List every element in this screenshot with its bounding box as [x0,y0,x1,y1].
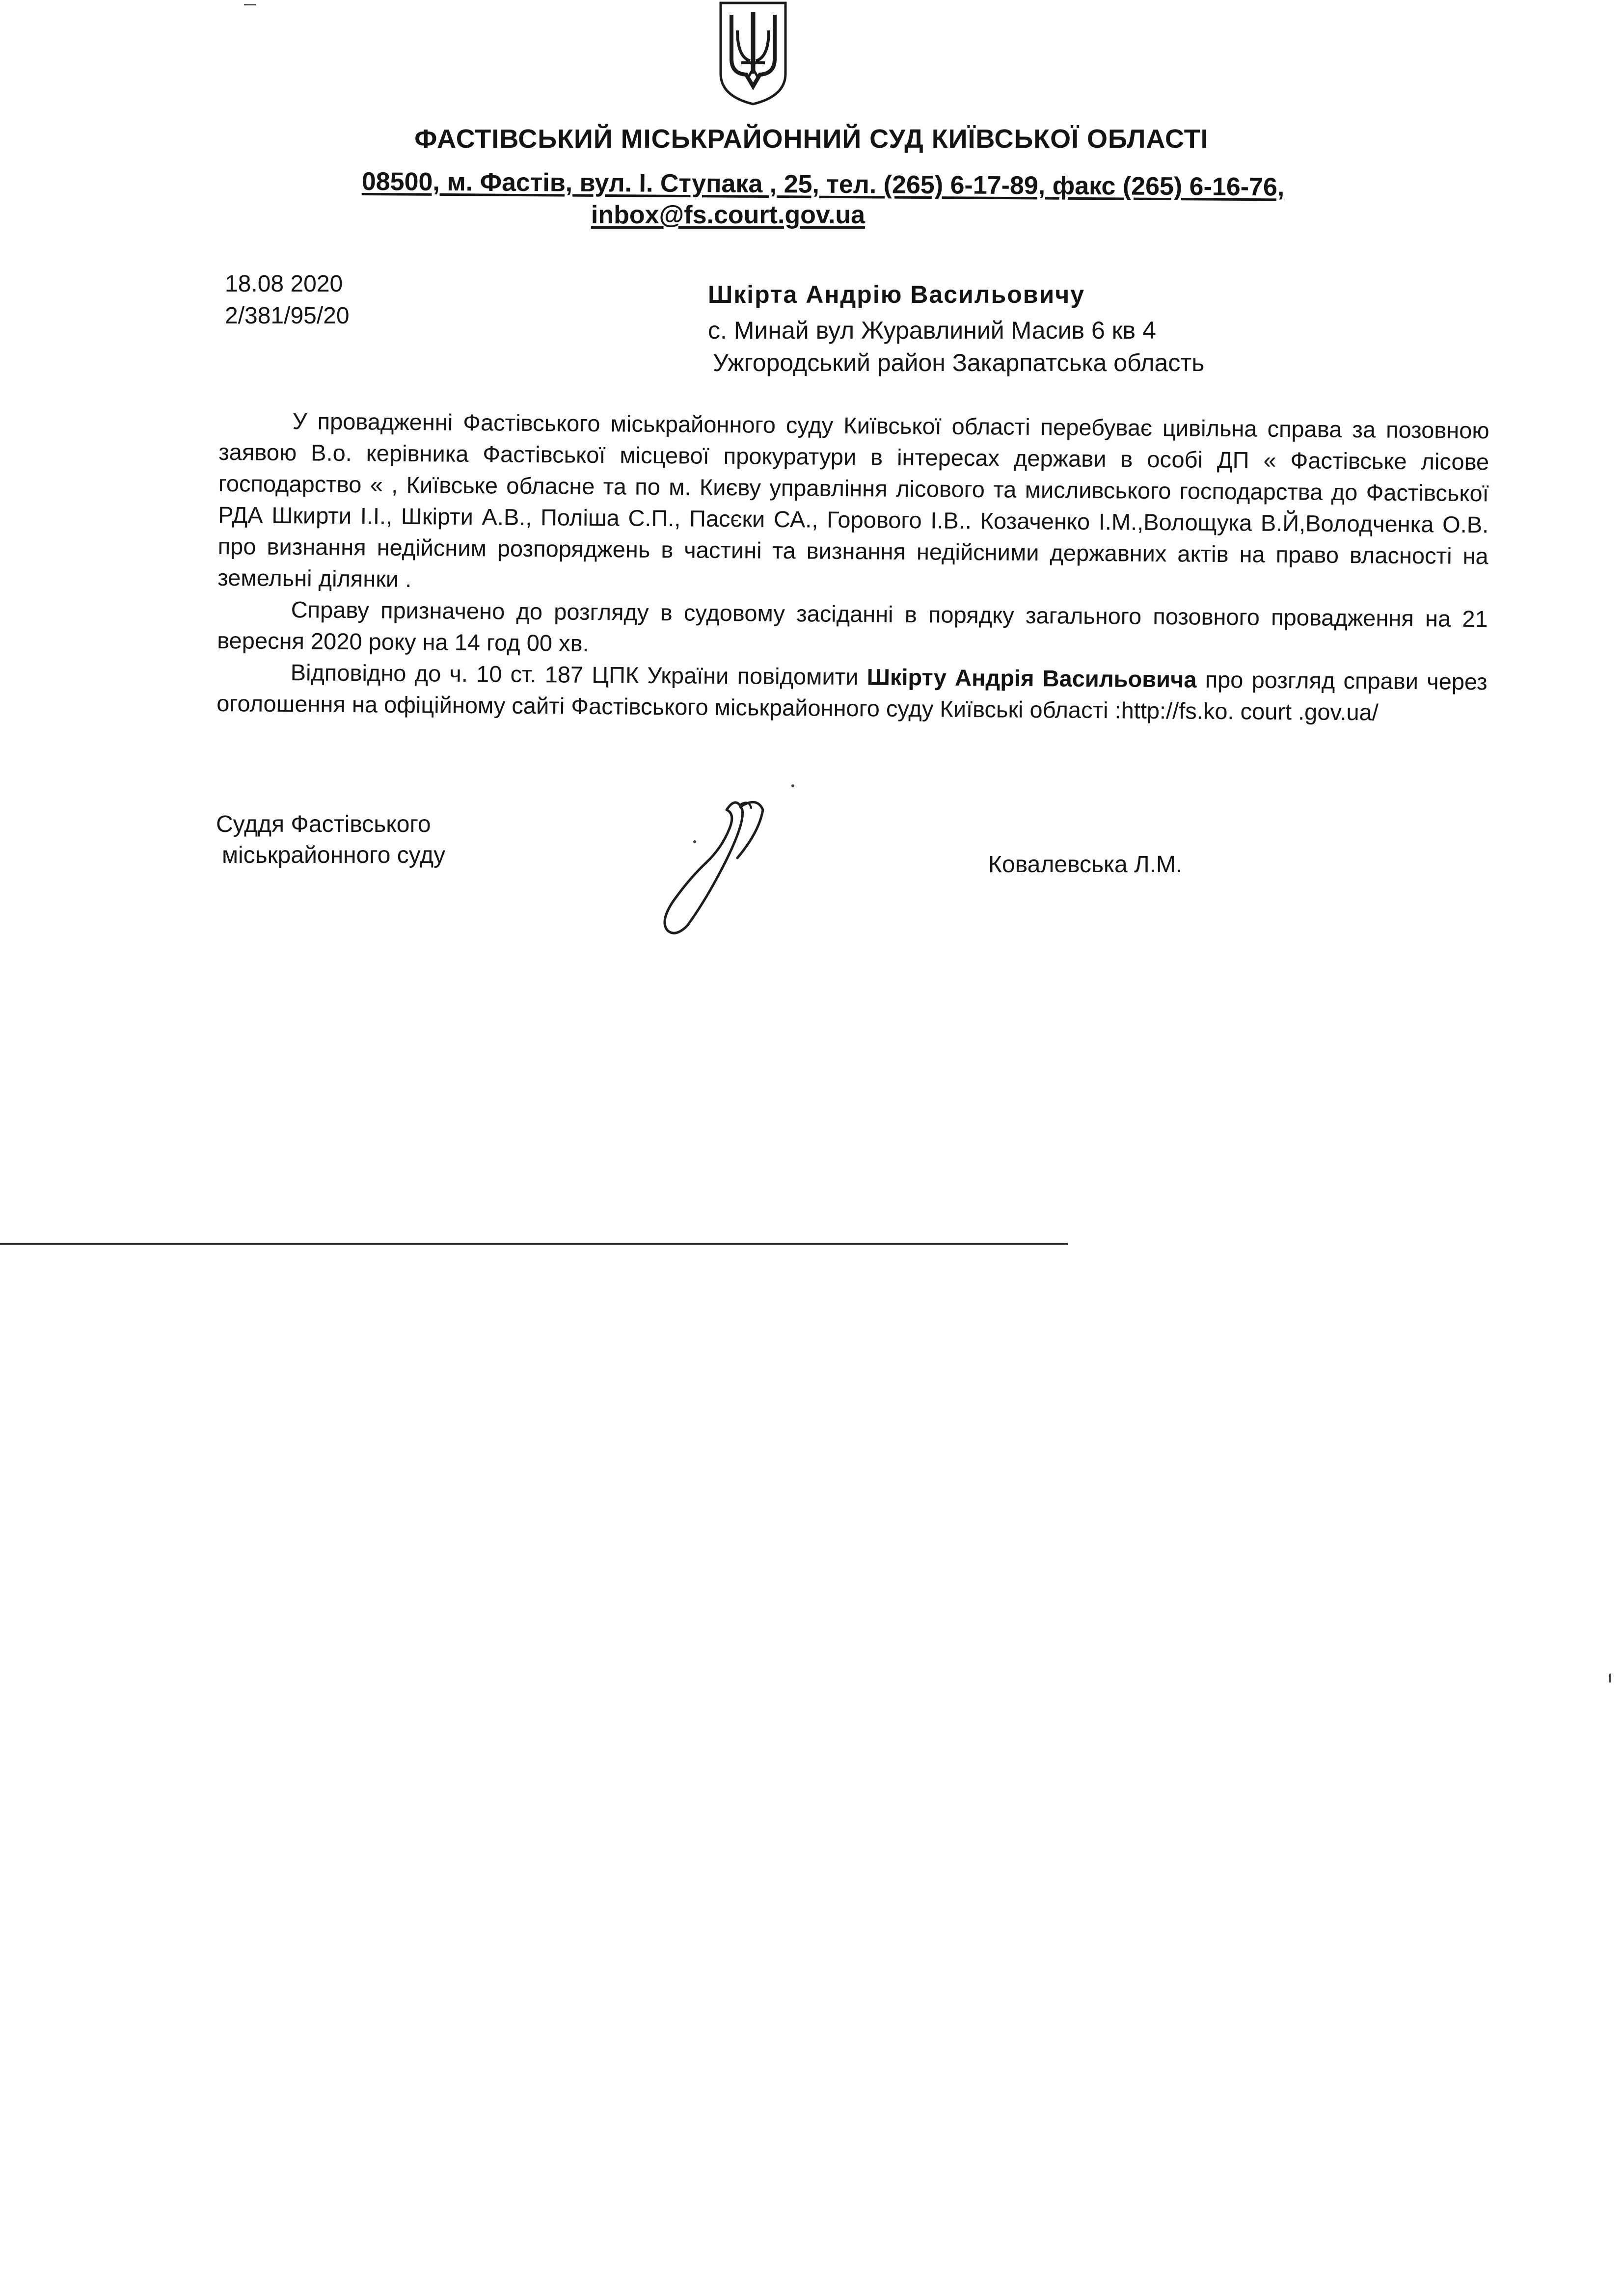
handwritten-signature [653,790,781,937]
court-email-link[interactable]: inbox@fs.court.gov.ua [591,201,866,229]
body-paragraph-hearing: Справу призначено до розгляду в судовому засіданні в порядку загального позовного провадження на 21 вересня 2020 року на 14 год 00 хв. [217,596,1488,656]
notice-defendant-name: Шкірту Андрія Васильовича [866,664,1197,693]
body-paragraph-case: У провадженні Фастівського міськрайонного суду Київської області перебуває цивільна справа за позовною заявою В.о. керівника Фастівської місцевої прокуратури в інтересах держави в особі ДП « Фастівське лісове господарство « , Київське обласне та по м. Києву управління лісового та мисливського господарства до Фастівської РДА Шкирти І.І., Шкірти А.В., Поліша С.П., Пасєки СА., Горового І.В.. Козаченко І.М.,Волощука В.Й,Володченка О.В. про визнання недійсним розпоряджень в частині та визнання недійсними державних актів на право власності на земельні ділянки . [217,408,1489,592]
scan-dot [791,784,794,787]
case-number: 2/381/95/20 [225,303,350,329]
addressee-region-line: Ужгородський район Закарпатська область [713,349,1205,376]
scan-mark [244,4,256,5]
body-paragraph-notice [216,656,1488,729]
letter-date: 18.08 2020 [225,271,343,297]
addressee-address-line: с. Минай вул Журавлиний Масив 6 кв 4 [708,317,1156,344]
notice-text-end: про розгляд справи через оголошення на офіційному сайті Фастівського міськрайонного суду Київські області :http://fs.ko. court .gov.ua/ [216,666,1488,725]
notice-text-start: Відповідно до ч. 10 ст. 187 ЦПК України повідомити [290,659,867,690]
judge-name: Ковалевська Л.М. [988,852,1183,878]
horizontal-rule [0,1243,1068,1245]
court-name: ФАСТІВСЬКИЙ МІСЬКРАЙОННИЙ СУД КИЇВСЬКОЇ ОБЛАСТІ [414,124,1209,154]
court-address: 08500, м. Фастів, вул. І. Ступака , 25, тел. (265) 6-17-89, факс (265) 6-16-76, [361,167,1285,202]
coat-of-arms-icon [718,0,788,106]
signature-title-line2: міськрайонного суду [222,842,446,868]
signature-title-line1: Суддя Фастівського [216,811,431,837]
letter-body [216,405,1489,729]
scan-mark [1609,1674,1611,1682]
scan-dot [693,840,696,843]
addressee-name: Шкірта Андрію Васильовичу [708,281,1085,308]
